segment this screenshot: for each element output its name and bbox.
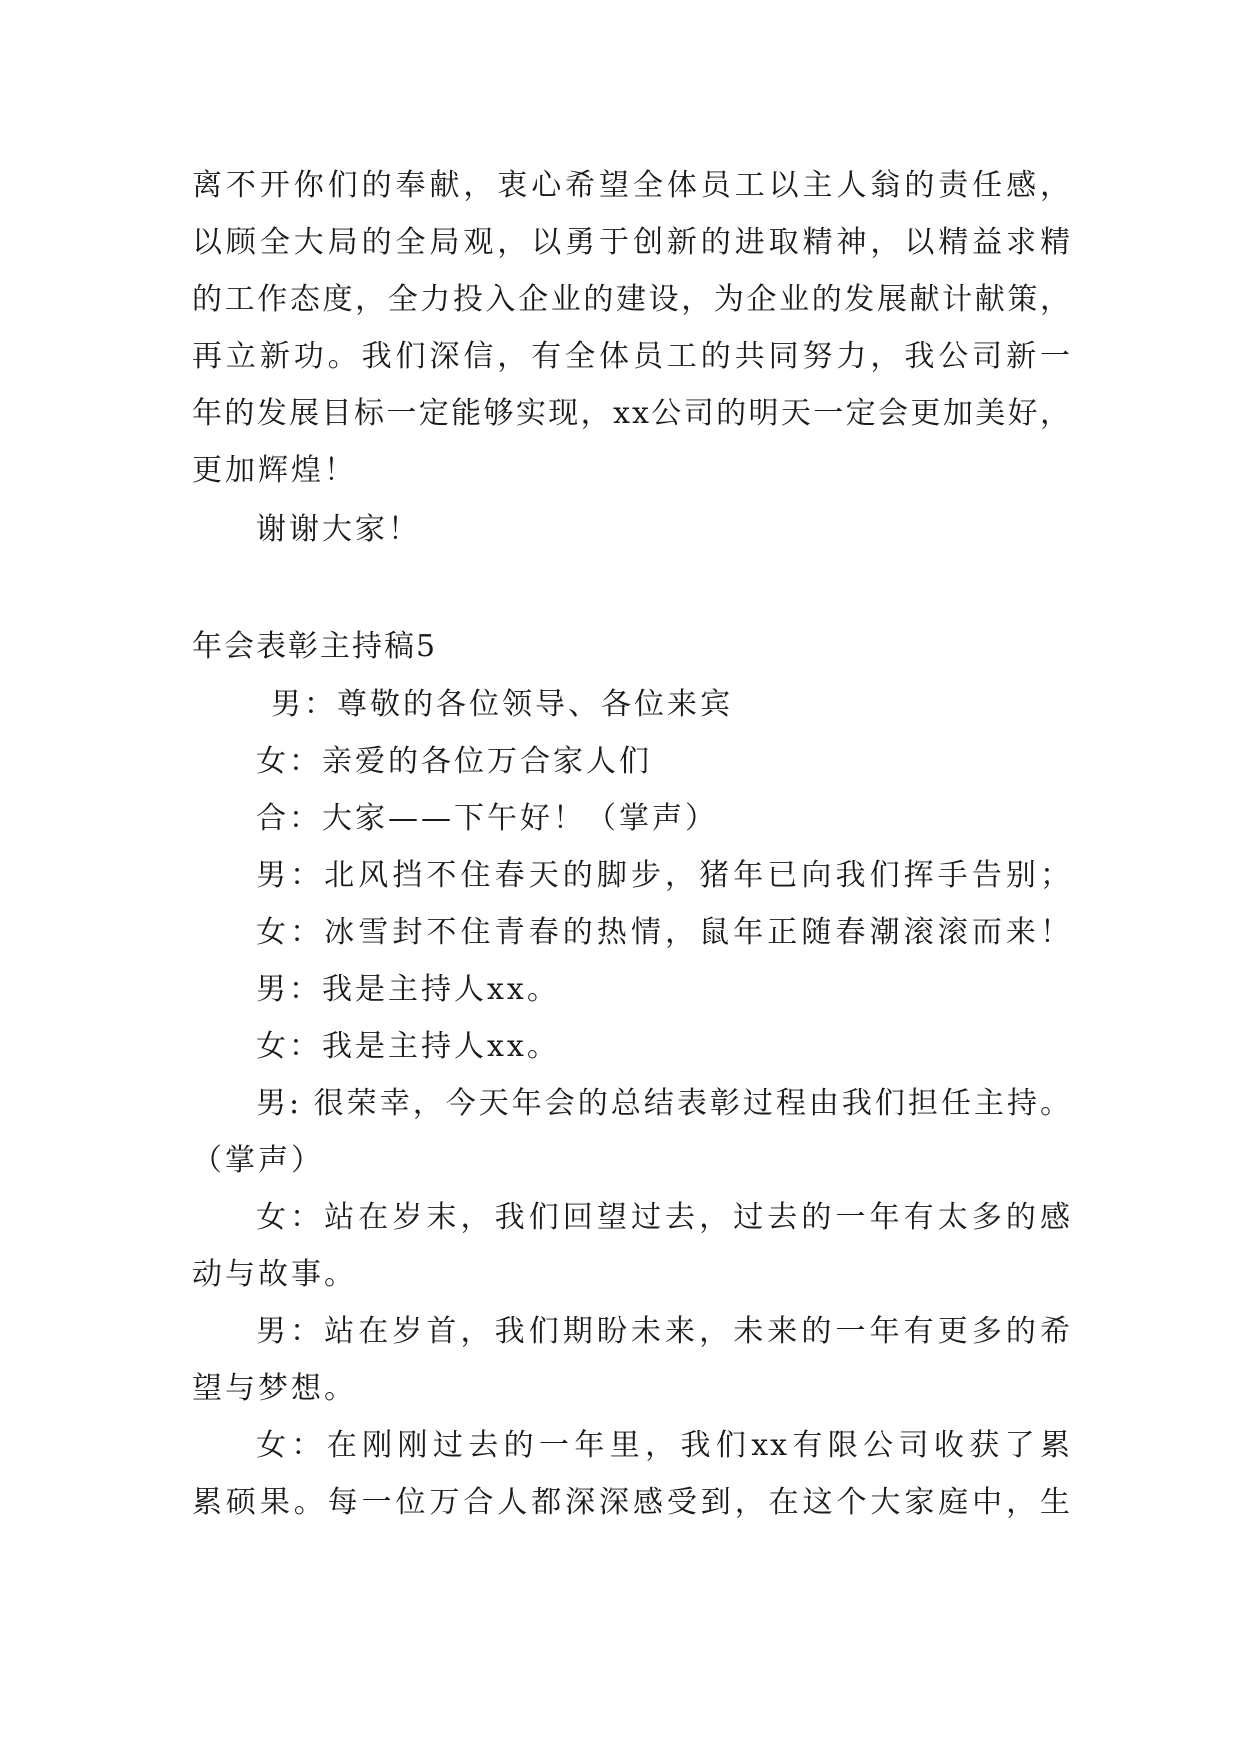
dialogue-line-3: 合：大家——下午好！（掌声）	[256, 801, 718, 836]
dialogue-line-6: 男：我是主持人xx。	[256, 972, 560, 1007]
paragraph-line-5: 年的发展目标一定能够实现，xx公司的明天一定会更加美好，	[192, 396, 1072, 431]
dialogue-line-4: 男：北风挡不住春天的脚步，猪年已向我们挥手告别；	[256, 858, 1072, 893]
dialogue-line-9: （掌声）	[192, 1143, 324, 1178]
section-heading: 年会表彰主持稿5	[192, 629, 438, 664]
paragraph-line-2: 以顾全大局的全局观，以勇于创新的进取精神，以精益求精	[192, 225, 1072, 260]
dialogue-line-14: 女：在刚刚过去的一年里，我们xx有限公司收获了累	[256, 1428, 1072, 1463]
thanks-line: 谢谢大家！	[256, 512, 421, 547]
dialogue-line-8: 男: 很荣幸，今天年会的总结表彰过程由我们担任主持。	[256, 1086, 1072, 1121]
paragraph-line-4: 再立新功。我们深信，有全体员工的共同努力，我公司新一	[192, 339, 1072, 374]
dialogue-line-7: 女：我是主持人xx。	[256, 1029, 560, 1064]
dialogue-line-1: 男：尊敬的各位领导、各位来宾	[271, 687, 733, 722]
dialogue-line-10: 女：站在岁末，我们回望过去，过去的一年有太多的感	[256, 1200, 1072, 1235]
paragraph-line-6: 更加辉煌！	[192, 453, 357, 488]
dialogue-line-12: 男：站在岁首，我们期盼未来，未来的一年有更多的希	[256, 1314, 1072, 1349]
dialogue-line-5: 女：冰雪封不住青春的热情，鼠年正随春潮滚滚而来！	[256, 915, 1072, 950]
dialogue-line-13: 望与梦想。	[192, 1371, 357, 1406]
dialogue-line-11: 动与故事。	[192, 1257, 357, 1292]
paragraph-line-1: 离不开你们的奉献，衷心希望全体员工以主人翁的责任感，	[192, 168, 1072, 203]
dialogue-line-2: 女：亲爱的各位万合家人们	[256, 744, 652, 779]
dialogue-line-15: 累硕果。每一位万合人都深深感受到，在这个大家庭中，生	[192, 1485, 1072, 1520]
paragraph-line-3: 的工作态度，全力投入企业的建设，为企业的发展献计献策，	[192, 282, 1072, 317]
